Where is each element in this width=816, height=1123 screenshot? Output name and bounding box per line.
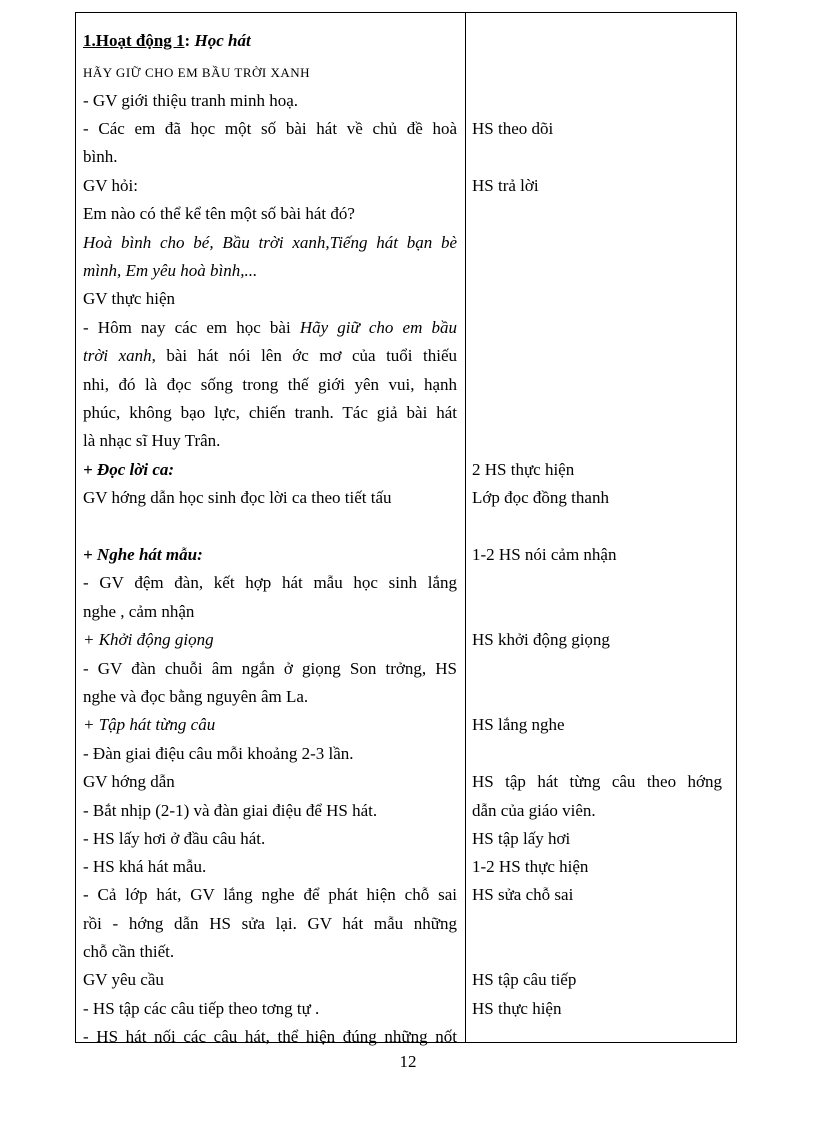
teacher-text: - Bắt nhịp (2-1) và đàn giai điệu để HS hát. [83, 801, 378, 820]
student-text: HS sửa chỗ sai [472, 885, 574, 904]
teacher-text-part: - Hôm nay các em học bài [83, 318, 300, 337]
page-number: 12 [399, 1052, 417, 1071]
student-text: HS tập câu tiếp [472, 970, 577, 989]
teacher-text: GV yêu cầu [83, 970, 164, 989]
song-name-inline: Hãy giữ cho em bầu [299, 318, 457, 337]
teacher-text [83, 314, 457, 342]
teacher-text: là nhạc sĩ Huy Trân. [83, 431, 221, 450]
teacher-text: - HS hát nối các câu hát, thể hiện đúng những nốt [83, 1027, 457, 1046]
song-title: HÃY GIỮ CHO EM BẦU TRỜI XANH [83, 65, 311, 80]
teacher-text: - GV đệm đàn, kết hợp hát mẫu học sinh lắng [83, 573, 457, 592]
student-text: HS tập hát từng câu theo hớng [472, 772, 722, 791]
teacher-text: phúc, không bạo lực, chiến tranh. Tác giả bài hát [83, 403, 457, 422]
teacher-text: GV thực hiện [83, 289, 175, 308]
teacher-text: nghe và đọc bằng nguyên âm La. [83, 687, 309, 706]
student-text: HS tập lấy hơi [472, 829, 571, 848]
teacher-text: GV hớng dẫn [83, 772, 175, 791]
activity-colon: : [184, 31, 195, 50]
student-text: HS khởi động giọng [472, 630, 610, 649]
student-text: HS lắng nghe [472, 715, 565, 734]
teacher-text: chỗ cần thiết. [83, 942, 175, 961]
lesson-table [75, 12, 737, 1046]
activity-heading-text [83, 27, 457, 55]
student-text: dẫn của giáo viên. [472, 801, 596, 820]
teacher-text: - Các em đã học một số bài hát về chủ đề hoà [83, 119, 457, 138]
activity-title: Học hát [194, 31, 251, 50]
student-text: 2 HS thực hiện [472, 460, 575, 479]
student-text: 1-2 HS thực hiện [472, 857, 589, 876]
teacher-text: GV hớng dẫn học sinh đọc lời ca theo tiết tấu [83, 488, 392, 507]
teacher-text: GV hỏi: [83, 176, 138, 195]
section-heading: + Đọc lời ca: [83, 460, 175, 479]
teacher-text [83, 342, 457, 370]
teacher-text: - Đàn giai điệu câu mỗi khoảng 2-3 lần. [83, 744, 354, 763]
teacher-text: - HS khá hát mẫu. [83, 857, 207, 876]
teacher-text: nghe , cảm nhận [83, 602, 195, 621]
teacher-text: bình. [83, 147, 118, 166]
teacher-text: - HS tập các câu tiếp theo tơng tự . [83, 999, 320, 1018]
student-text: HS trả lời [472, 176, 539, 195]
student-text: Lớp đọc đồng thanh [472, 488, 609, 507]
teacher-text: mình, Em yêu hoà bình,... [83, 261, 258, 280]
activity-number: 1.Hoạt động 1 [83, 31, 185, 50]
student-text: HS thực hiện [472, 999, 562, 1018]
teacher-text: Em nào có thể kể tên một số bài hát đó? [83, 204, 355, 223]
song-name-inline: trời xanh [83, 346, 152, 365]
teacher-text: rồi - hớng dẫn HS sửa lại. GV hát mẫu những [83, 914, 457, 933]
section-heading: + Tập hát từng câu [83, 715, 216, 734]
teacher-text: - GV giới thiệu tranh minh hoạ. [83, 91, 299, 110]
teacher-text-part: , bài hát nói lên ớc mơ của tuổi thiếu [151, 346, 457, 365]
teacher-text: nhi, đó là đọc sống trong thế giới yên vui, hạnh [83, 375, 457, 394]
teacher-text: - GV đàn chuỗi âm ngắn ở giọng Son trởng, HS [83, 659, 457, 678]
teacher-text: - Cả lớp hát, GV lắng nghe để phát hiện chỗ sai [83, 885, 457, 904]
teacher-text: Hoà bình cho bé, Bầu trời xanh,Tiếng hát bạn bè [83, 233, 457, 252]
student-text: 1-2 HS nói cảm nhận [472, 545, 617, 564]
teacher-text: - HS lấy hơi ở đầu câu hát. [83, 829, 266, 848]
column-divider [465, 13, 466, 1042]
student-text: HS theo dõi [472, 119, 554, 138]
section-heading: + Khởi động giọng [83, 630, 214, 649]
section-heading: + Nghe hát mẫu: [83, 545, 203, 564]
